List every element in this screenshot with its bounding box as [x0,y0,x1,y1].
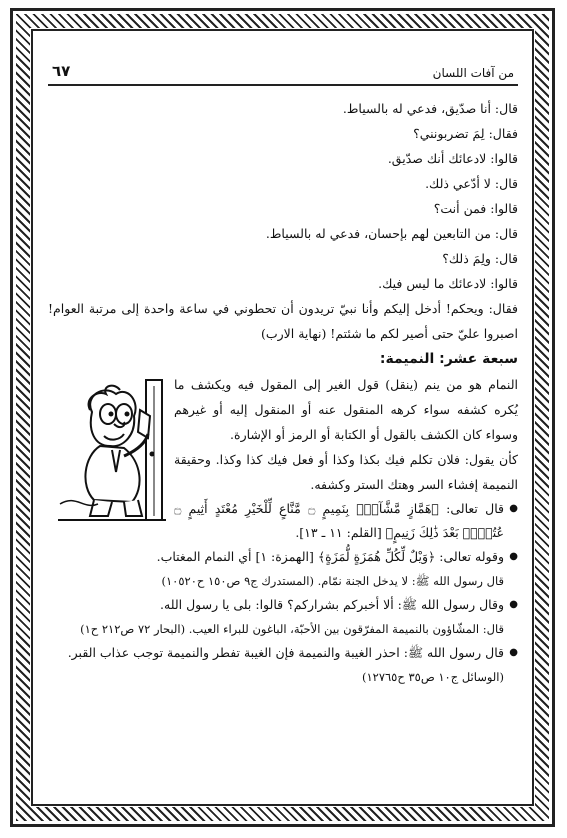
list-item [48,641,518,689]
bullet-text: ● قال رسول الله ﷺ: احذر الغيبة والنميمة فإن الغيبة تفطر والنميمة توجب عذاب القبر. [67,645,504,660]
dialogue-line: قالوا: لادعائك ما ليس فيك. [378,276,518,291]
bullet-hadith: قال رسول الله ﷺ: لا يدخل الجنة نمّام. (المستدرك ج٩ ص١٥٠ ح١٠٥٢٠) [161,574,504,588]
dialogue-line: قالوا: فمن أنت؟ [433,201,518,216]
bullet-reference: (الوسائل ج١٠ ص٣٥ ح١٢٧٦٥) [361,670,504,684]
list-item [48,497,518,545]
dialogue-line: قال: أنا صدّيق، فدعي له بالسياط. [342,101,518,116]
bullet-text: ● وقوله تعالى: ﴿وَيْلٌ لِّكُلِّ هُمَزَةٍ لُّمَزَةٍ﴾ [الهمزة: ١] أي النمام المغتاب. [156,549,504,564]
dialogue-line: قال: لا أدّعي ذلك. [425,176,518,191]
section-definition: النمام هو من ينم (ينقل) قول الغير إلى المقول فيه ويكشف ما يُكره كشفه سواء كرهه المنقول عنه أو المنقول إليه أو غيرهم وسواء كان الكشف بالقول أو الكتابة أو الرمز أو الإشارة. [174,377,518,442]
section-example: كأن يقول: فلان تكلم فيك بكذا وكذا أو فعل فيك كذا وكذا. وحقيقة النميمة إفشاء السر وهتك الستر وكشفه. [174,452,518,492]
bullet-text: ● وقال رسول الله ﷺ: ألا أخبركم بشراركم؟ قالوا: بلى يا رسول الله. [160,597,504,612]
dialogue-line: فقال: لِمَ تضربونني؟ [413,126,518,141]
page-header [48,62,518,86]
section-heading: سبعة عشر: النميمة: [379,351,518,367]
running-title: من آفات اللسان [432,66,514,80]
page-number: ٦٧ [52,62,71,80]
dialogue-line: قال: ولِمَ ذلك؟ [442,251,518,266]
page-body [48,96,518,796]
bullet-text: ● قال تعالى: ﴿هَمَّازٍ مَّشَّآءِۭ بِنَمِيمٍ ۝ مَّنَّاعٍ لِّلْخَيْرِ مُعْتَدٍ أَثِيمٍ ۝ عُتُلٍّۭ بَعْدَ ذَٰلِكَ زَنِيمٍ﴾ [القلم: ١١ ـ ١٣]. [174,501,504,540]
bullet-hadith: قال: المشّاؤون بالنميمة المفرّقون بين الأحبّة، الباغون للبراء العيب. (البحار ٧٢ ص٢١٢ ح١) [80,622,504,636]
dialogue-line: قالوا: لادعائك أنك صدّيق. [387,151,518,166]
list-item [48,545,518,593]
closing-paragraph: فقال: ويحكم! أدخل إليكم وأنا نبيّ تريدون أن تحطوني في ساعة واحدة إلى مرتبة العوام! اصبروا عليّ حتى أصير لكم ما شئتم! (نهاية الارب) [48,301,518,341]
list-item [48,593,518,641]
dialogue-line: قال: من التابعين لهم بإحسان، فدعي له بالسياط. [265,226,518,241]
